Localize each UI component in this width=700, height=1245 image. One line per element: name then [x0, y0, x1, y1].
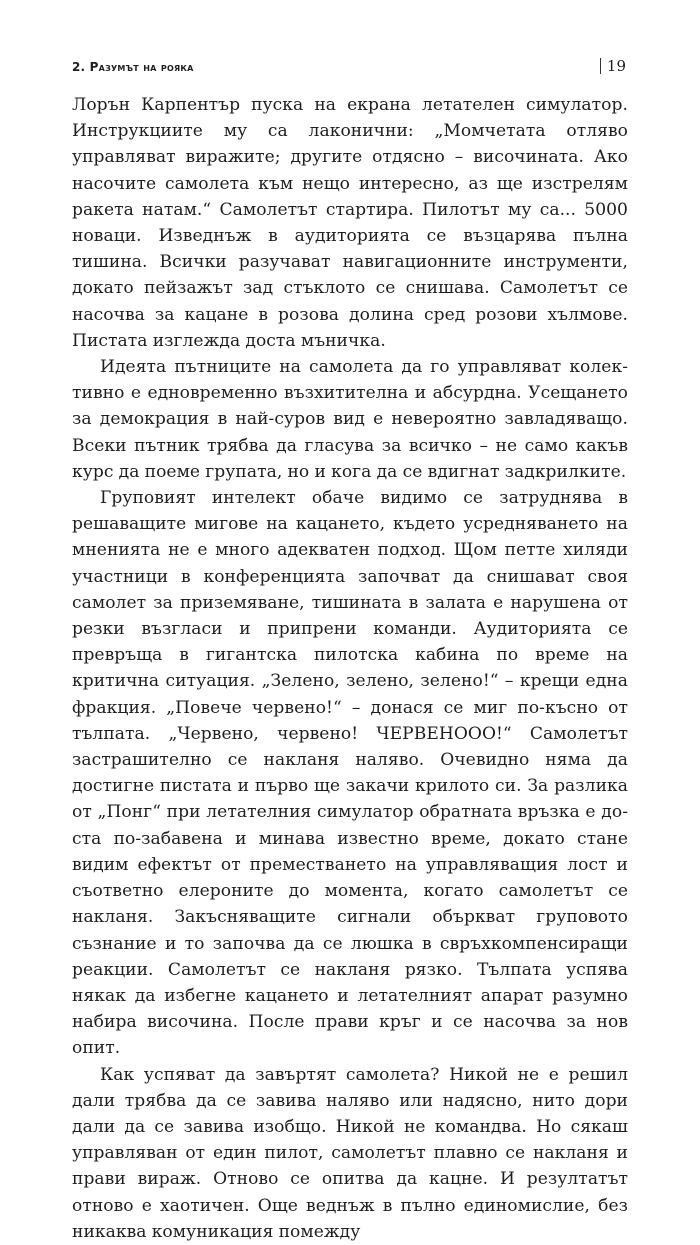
paragraph: Как успяват да завъртят самолета? Никой не е решил дали трябва да се завива наляво или надясно, нито дори дали да се завива изобщо. Никой не командва. Но сякаш управляван от един пилот, самолетът плавно се накланя и прави вираж. Отново се опитва да кацне. И резултатът отново е хаотичен. Още веднъж в пълно единомислие, без никаква комуникация помежду	[72, 1064, 628, 1242]
chapter-title: 2. Разумът на рояка	[72, 60, 194, 74]
paragraph: Лорън Карпентър пуска на екрана летателен симулатор. Инструкциите му са лаконични: „Момчетата отляво управляват виражите; другите отдясно – височината. Ако насочите самолета към нещо интересно, аз ще изстрелям ракета натам.“ Самолетът стартира. Пилотът му са... 5000 новаци. Изведнъж в аудиторията се възцарява пълна тишина. Всички разучават навигационните инструменти, докато пейзажът зад стъклото се снишава. Самолетът се насочва за кацане в розова долина сред розови хълмове. Пистата изглежда доста мъничка.	[72, 95, 628, 351]
running-header	[72, 56, 628, 82]
page-number: 19	[600, 58, 626, 74]
body-text	[72, 92, 628, 1245]
paragraph: Идеята пътниците на самолета да го управляват колективно е едновременно възхитителна и абсурдна. Усещането за демокрация в най-суров вид е невероятно завладяващо. Всеки пътник трябва да гласува за всичко – не само какъв курс да поеме групата, но и кога да се вдигнат задкрилките.	[72, 357, 628, 482]
paragraph: Груповият интелект обаче видимо се затруднява в решаващите мигове на кацането, където усредняването на мненията не е много адекватен подход. Щом петте хиляди участници в конференцията започват да снишават своя самолет за приземяване, тишината в залата е нарушена от резки възгласи и припрени команди. Аудиторията се превръща в гигантска пилотска кабина по време на критична ситуация. „Зелено, зелено, зелено!“ – крещи една фракция. „Повече червено!“ – донася се миг по-късно от тълпата. „Червено, червено! ЧЕРВЕНООО!“ Самолетът застрашително се накланя наляво. Очевидно няма да достигне пистата и първо ще закачи крилото си. За разлика от „Понг“ при летателния симулатор обратната връзка е доста по-забавена и минава известно време, докато стане видим ефектът от преместването на управляващия лост и съответно елероните до момента, когато самолетът се накланя. Закъсняващите сигнали объркват груповото съзнание и то започва да се люшка в свръхкомпенсиращи реакции. Самолетът се накланя рязко. Тълпата успява някак да избегне кацането и летателният апарат разумно набира височина. После прави кръг и се насочва за нов опит.	[72, 488, 628, 1059]
